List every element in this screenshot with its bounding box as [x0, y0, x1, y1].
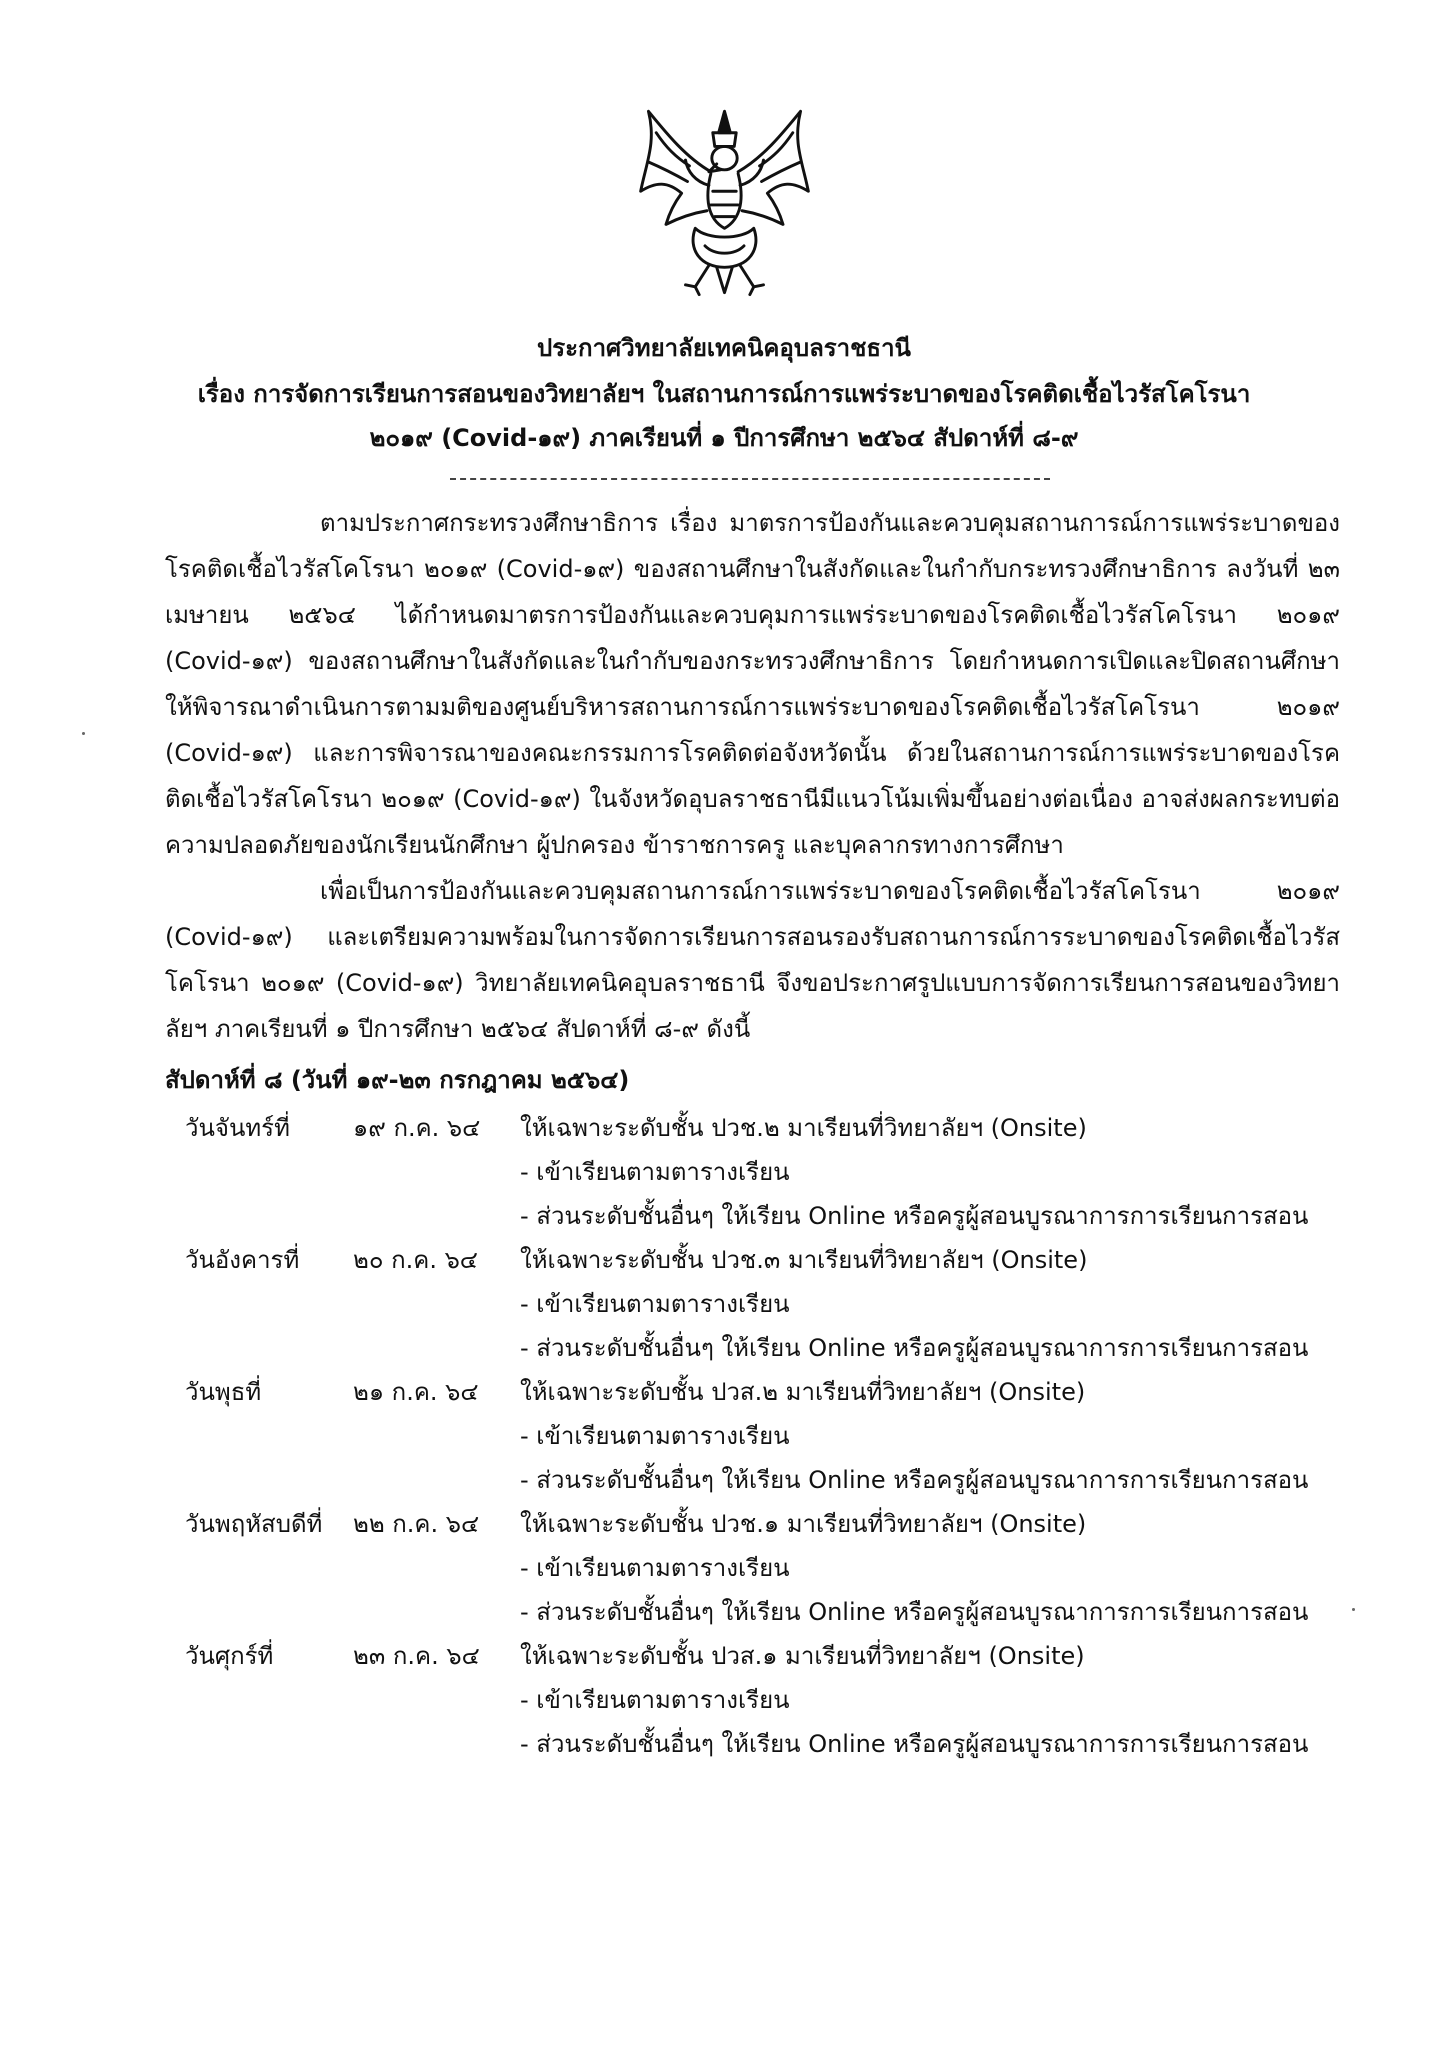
separator-line	[450, 478, 1050, 480]
scan-speck	[1352, 1608, 1355, 1611]
day-sub-item-2: - ส่วนระดับชั้นอื่นๆ ให้เรียน Online หรือครูผู้สอนบูรณาการการเรียนการสอน	[520, 1730, 1309, 1758]
day-name: วันอังคารที่	[185, 1246, 300, 1274]
day-sub-item-1: - เข้าเรียนตามตารางเรียน	[520, 1422, 790, 1450]
day-name: วันศุกร์ที่	[185, 1642, 274, 1670]
day-sub-item-1: - เข้าเรียนตามตารางเรียน	[520, 1158, 790, 1186]
day-instruction: ให้เฉพาะระดับชั้น ปวช.๓ มาเรียนที่วิทยาลัยฯ (Onsite)	[520, 1246, 1088, 1274]
title-line-2: เรื่อง การจัดการเรียนการสอนของวิทยาลัยฯ ในสถานการณ์การแพร่ระบาดของโรคติดเชื้อไวรัสโคโรนา	[197, 380, 1251, 408]
week-heading: สัปดาห์ที่ ๘ (วันที่ ๑๙-๒๓ กรกฎาคม ๒๕๖๔)	[165, 1066, 630, 1094]
paragraph-1: ตามประกาศกระทรวงศึกษาธิการ เรื่อง มาตรการป้องกันและควบคุมสถานการณ์การแพร่ระบาดของโรคติดเชื้อไวรัสโคโรนา ๒๐๑๙ (Covid-๑๙) ของสถานศึกษาในสังกัดและในกำกับกระทรวงศึกษาธิการ ลงวันที่ ๒๓ เมษายน ๒๕๖๔ ได้กำหนดมาตรการป้องกันและควบคุมการแพร่ระบาดของโรคติดเชื้อไวรัสโคโรนา ๒๐๑๙ (Covid-๑๙) ของสถานศึกษาในสังกัดและในกำกับของกระทรวงศึกษาธิการ โดยกำหนดการเปิดและปิดสถานศึกษาให้พิจารณาดำเนินการตามมติของศูนย์บริหารสถานการณ์การแพร่ระบาดของโรคติดเชื้อไวรัสโคโรนา ๒๐๑๙ (Covid-๑๙) และการพิจารณาของคณะกรรมการโรคติดต่อจังหวัดนั้น ด้วยในสถานการณ์การแพร่ระบาดของโรคติดเชื้อไวรัสโคโรนา ๒๐๑๙ (Covid-๑๙) ในจังหวัดอุบลราชธานีมีแนวโน้มเพิ่มขึ้นอย่างต่อเนื่อง อาจส่งผลกระทบต่อความปลอดภัยของนักเรียนนักศึกษา ผู้ปกครอง ข้าราชการครู และบุคลากรทางการศึกษา	[165, 509, 1340, 859]
garuda-emblem-icon	[627, 103, 822, 299]
scan-speck	[82, 732, 85, 735]
day-sub-item-1: - เข้าเรียนตามตารางเรียน	[520, 1290, 790, 1318]
day-sub-item-1: - เข้าเรียนตามตารางเรียน	[520, 1686, 790, 1714]
day-date: ๒๐ ก.ค. ๖๔	[353, 1246, 478, 1274]
title-line-1: ประกาศวิทยาลัยเทคนิคอุบลราชธานี	[537, 334, 911, 362]
day-name: วันพฤหัสบดีที่	[185, 1510, 323, 1538]
day-instruction: ให้เฉพาะระดับชั้น ปวส.๒ มาเรียนที่วิทยาลัยฯ (Onsite)	[520, 1378, 1086, 1406]
day-instruction: ให้เฉพาะระดับชั้น ปวส.๑ มาเรียนที่วิทยาลัยฯ (Onsite)	[520, 1642, 1085, 1670]
day-date: ๒๓ ก.ค. ๖๔	[353, 1642, 480, 1670]
day-name: วันพุธที่	[185, 1378, 262, 1406]
day-instruction: ให้เฉพาะระดับชั้น ปวช.๑ มาเรียนที่วิทยาลัยฯ (Onsite)	[520, 1510, 1087, 1538]
day-name: วันจันทร์ที่	[185, 1114, 290, 1142]
day-date: ๑๙ ก.ค. ๖๔	[353, 1114, 481, 1142]
day-date: ๒๑ ก.ค. ๖๔	[353, 1378, 479, 1406]
day-sub-item-2: - ส่วนระดับชั้นอื่นๆ ให้เรียน Online หรือครูผู้สอนบูรณาการการเรียนการสอน	[520, 1202, 1309, 1230]
paragraph-2: เพื่อเป็นการป้องกันและควบคุมสถานการณ์การแพร่ระบาดของโรคติดเชื้อไวรัสโคโรนา ๒๐๑๙ (Covid-๑๙) และเตรียมความพร้อมในการจัดการเรียนการสอนรองรับสถานการณ์การระบาดของโรคติดเชื้อไวรัสโคโรนา ๒๐๑๙ (Covid-๑๙) วิทยาลัยเทคนิคอุบลราชธานี จึงขอประกาศรูปแบบการจัดการเรียนการสอนของวิทยาลัยฯ ภาคเรียนที่ ๑ ปีการศึกษา ๒๕๖๔ สัปดาห์ที่ ๘-๙ ดังนี้	[165, 877, 1340, 1043]
day-sub-item-2: - ส่วนระดับชั้นอื่นๆ ให้เรียน Online หรือครูผู้สอนบูรณาการการเรียนการสอน	[520, 1466, 1309, 1494]
day-sub-item-2: - ส่วนระดับชั้นอื่นๆ ให้เรียน Online หรือครูผู้สอนบูรณาการการเรียนการสอน	[520, 1334, 1309, 1362]
day-sub-item-1: - เข้าเรียนตามตารางเรียน	[520, 1554, 790, 1582]
day-date: ๒๒ ก.ค. ๖๔	[353, 1510, 480, 1538]
title-line-3: ๒๐๑๙ (Covid-๑๙) ภาคเรียนที่ ๑ ปีการศึกษา ๒๕๖๔ สัปดาห์ที่ ๘-๙	[369, 424, 1079, 452]
day-sub-item-2: - ส่วนระดับชั้นอื่นๆ ให้เรียน Online หรือครูผู้สอนบูรณาการการเรียนการสอน	[520, 1598, 1309, 1626]
day-instruction: ให้เฉพาะระดับชั้น ปวช.๒ มาเรียนที่วิทยาลัยฯ (Onsite)	[520, 1114, 1087, 1142]
